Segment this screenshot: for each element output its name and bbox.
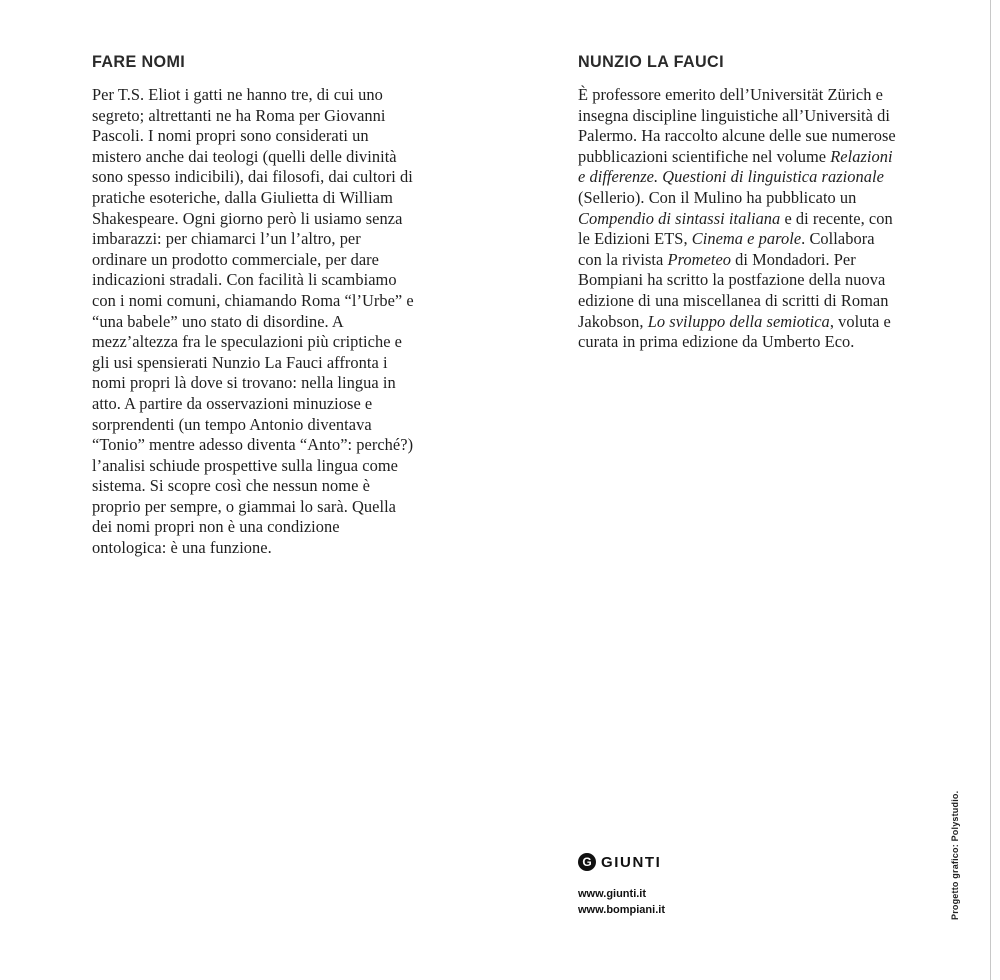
giunti-logo	[578, 853, 665, 871]
giunti-wordmark: GIUNTI	[601, 853, 662, 871]
right-column-paragraph: È professore emerito dell’Universität Zürich e insegna discipline linguistiche all’Università di Palermo. Ha raccolto alcune delle sue numerose pubblicazioni scientifiche nel volume Relazioni e differenze. Questioni di linguistica razionale (Sellerio). Con il Mulino ha pubblicato un Compendio di sintassi italiana e di recente, con le Edizioni ETS, Cinema e parole. Collabora con la rivista Prometeo di Mondadori. Per Bompiani ha scritto la postfazione della nuova edizione di una miscellanea di scritti di Roman Jakobson, Lo sviluppo della semiotica, voluta e curata in prima edizione da Umberto Eco.	[578, 85, 896, 352]
url-bompiani: www.bompiani.it	[578, 903, 665, 916]
publisher-block	[578, 853, 665, 918]
left-column-paragraph: Per T.S. Eliot i gatti ne hanno tre, di cui uno segreto; altrettanti ne ha Roma per Giovanni Pascoli. I nomi propri sono considerati un mistero anche dai teologi (quelli delle divinità sono spesso indicibili), dai filosofi, dai cultori di pratiche esoteriche, dalla Giulietta di William Shakespeare. Ogni giorno però li usiamo senza imbarazzi: per chiamarci l’un l’altro, per ordinare un prodotto commerciale, per dare indicazioni stradali. Con facilità li scambiamo con i nomi comuni, chiamando Roma “l’Urbe” e “una babele” uno stato di disordine. A mezz’altezza fra le speculazioni più criptiche e gli usi spensierati Nunzio La Fauci affronta i nomi propri là dove si trovano: nella lingua in atto. A partire da osservazioni minuziose e sorprendenti (un tempo Antonio diventava “Tonio” mentre adesso diventa “Anto”: perché?) l’analisi schiude prospettive sulla lingua come sistema. Si scopre così che nessun nome è proprio per sempre, o giammai lo sarà. Quella dei nomi propri non è una condizione ontologica: è una funzione.	[92, 85, 414, 558]
design-credit: Progetto grafico: Polystudio.	[950, 790, 960, 920]
left-column-heading: FARE NOMI	[92, 52, 186, 71]
publisher-urls	[578, 887, 665, 918]
giunti-g-icon: G	[578, 853, 596, 871]
fold-line	[990, 0, 991, 980]
url-giunti: www.giunti.it	[578, 888, 647, 900]
right-column-heading: NUNZIO LA FAUCI	[578, 52, 724, 71]
right-column	[578, 52, 896, 353]
left-column	[92, 52, 416, 559]
